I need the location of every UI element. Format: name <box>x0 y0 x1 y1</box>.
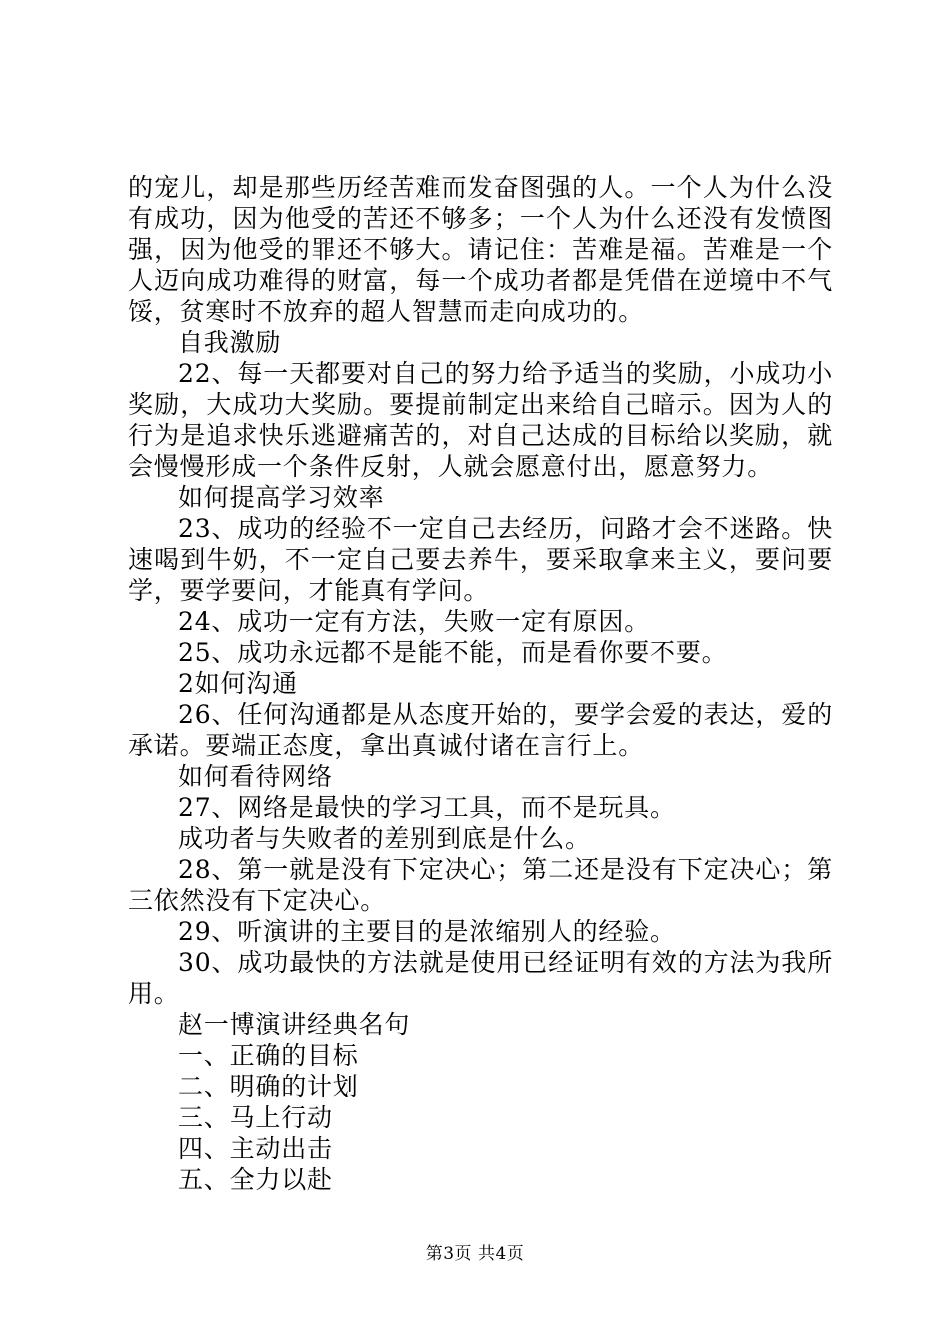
list-item-1: 一、正确的目标 <box>178 1041 359 1070</box>
paragraph-26: 26、任何沟通都是从态度开始的，要学会爱的表达，爱的承诺。要端正态度，拿出真诚付诸在言行上。 <box>128 700 833 760</box>
paragraph-30: 30、成功最快的方法就是使用已经证明有效的方法为我所用。 <box>128 948 833 1008</box>
heading-learning-efficiency: 如何提高学习效率 <box>178 483 385 512</box>
heading-communication: 2如何沟通 <box>178 669 298 698</box>
list-item-5: 五、全力以赴 <box>178 1165 333 1194</box>
paragraph-24: 24、成功一定有方法，失败一定有原因。 <box>178 607 651 636</box>
document-body <box>128 172 833 1195</box>
paragraph-23: 23、成功的经验不一定自己去经历，问路才会不迷路。快速喝到牛奶，不一定自己要去养牛，要采取拿来主义，要问要学，要学要问，才能真有学问。 <box>128 514 833 605</box>
paragraph-22: 22、每一天都要对自己的努力给予适当的奖励，小成功小奖励，大成功大奖励。要提前制定出来给自己暗示。因为人的行为是追求快乐逃避痛苦的，对自己达成的目标给以奖励，就会慢慢形成一个条件反射，人就会愿意付出，愿意努力。 <box>128 359 833 481</box>
list-item-4: 四、主动出击 <box>178 1134 333 1163</box>
paragraph-continuation: 的宠儿，却是那些历经苦难而发奋图强的人。一个人为什么没有成功，因为他受的苦还不够多；一个人为什么还没有发愤图强，因为他受的罪还不够大。请记住：苦难是福。苦难是一个人迈向成功难得的财富，每一个成功者都是凭借在逆境中不气馁，贫寒时不放弃的超人智慧而走向成功的。 <box>128 173 833 326</box>
paragraph-27: 27、网络是最快的学习工具，而不是玩具。 <box>178 793 676 822</box>
heading-self-motivation: 自我激励 <box>178 328 282 357</box>
list-item-2: 二、明确的计划 <box>178 1072 359 1101</box>
list-item-3: 三、马上行动 <box>178 1103 333 1132</box>
heading-success-vs-failure: 成功者与失败者的差别到底是什么。 <box>178 824 591 853</box>
paragraph-28: 28、第一就是没有下定决心；第二还是没有下定决心；第三依然没有下定决心。 <box>128 855 833 915</box>
paragraph-25: 25、成功永远都不是能不能，而是看你要不要。 <box>178 638 728 667</box>
paragraph-29: 29、听演讲的主要目的是浓缩别人的经验。 <box>178 917 676 946</box>
heading-classic-quotes: 赵一博演讲经典名句 <box>178 1010 411 1039</box>
heading-network: 如何看待网络 <box>178 762 333 791</box>
page-footer: 第3页 共4页 <box>425 1244 525 1264</box>
